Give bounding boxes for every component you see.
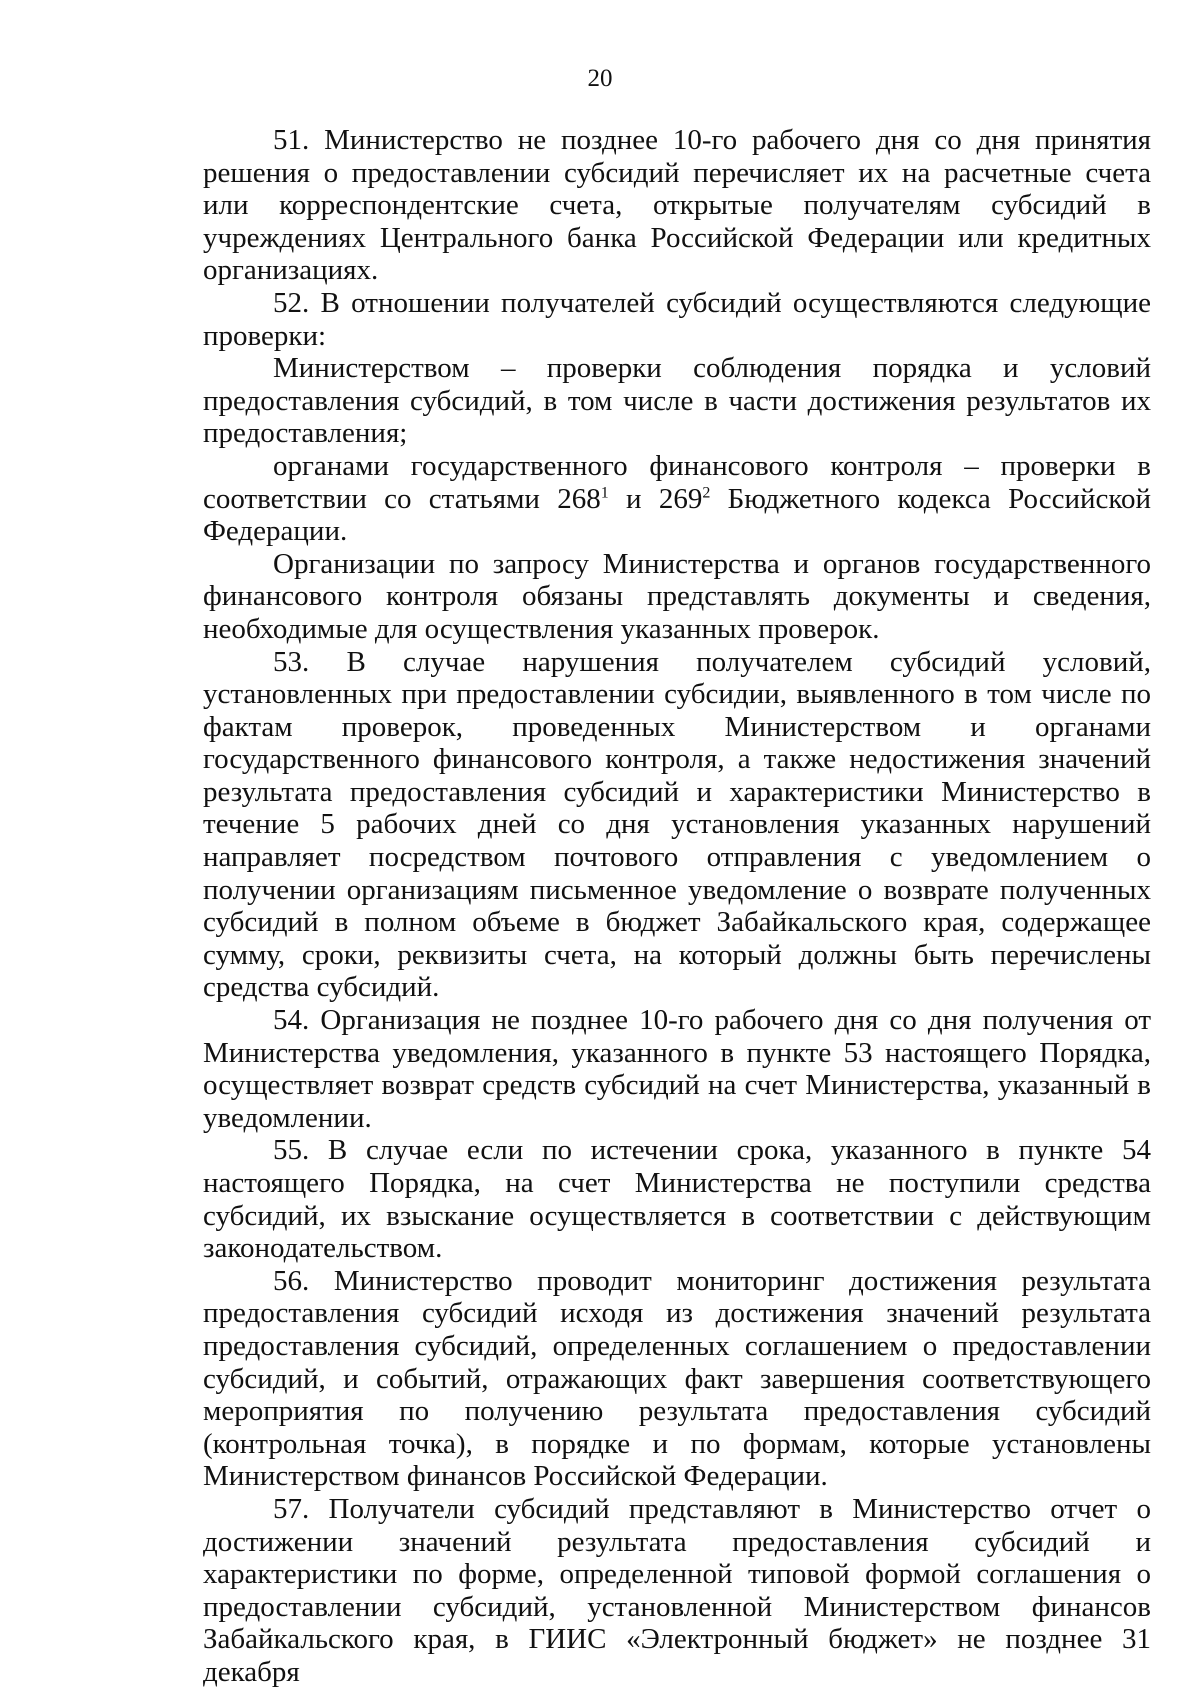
paragraph-56: 56. Министерство проводит мониторинг достижения результата предоставления субсидий исходя из достижения значений результата предоставления субсидий, определенных соглашением о предоставлении субсидий, и событий, отражающих факт завершения соответствующего мероприятия по получению результата предоставления субсидий (контрольная точка), в порядке и по формам, которые установлены Министерством финансов Российской Федерации. (203, 1264, 1151, 1493)
text-fragment: и 269 (608, 482, 703, 515)
paragraph-52-organizations-duty: Организации по запросу Министерства и органов государственного финансового контроля обязаны представлять документы и сведения, необходимые для осуществления указанных проверок. (203, 547, 1151, 645)
paragraph-52-financial-control-checks (203, 450, 1151, 548)
paragraph-52: 52. В отношении получателей субсидий осуществляются следующие проверки: (203, 286, 1151, 352)
text-fragment: органами государственного финансового контроля – проверки в соответствии со статьями 268 (203, 449, 1151, 515)
paragraph-51: 51. Министерство не позднее 10-го рабочего дня со дня принятия решения о предоставлении субсидий перечисляет их на расчетные счета или корреспондентские счета, открытые получателям субсидий в учреждениях Центрального банка Российской Федерации или кредитных организациях. (203, 124, 1151, 287)
superscript: 2 (702, 483, 711, 501)
paragraph-55: 55. В случае если по истечении срока, указанного в пункте 54 настоящего Порядка, на счет Министерства не поступили средства субсидий, их взыскание осуществляется в соответствии с действующим законодательством. (203, 1134, 1151, 1265)
paragraph-57: 57. Получатели субсидий представляют в Министерство отчет о достижении значений результата предоставления субсидий и характеристики по форме, определенной типовой формой соглашения о предоставлении субсидий, установленной Министерством финансов Забайкальского края, в ГИИС «Электронный бюджет» не позднее 31 декабря (203, 1492, 1151, 1688)
paragraph-53: 53. В случае нарушения получателем субсидий условий, установленных при предоставлении субсидии, выявленного в том числе по фактам проверок, проведенных Министерством и органами государственного финансового контроля, а также недостижения значений результата предоставления субсидий и характеристики Министерство в течение 5 рабочих дней со дня установления указанных нарушений направляет посредством почтового отправления с уведомлением о получении организациям письменное уведомление о возврате полученных субсидий в полном объеме в бюджет Забайкальского края, содержащее сумму, сроки, реквизиты счета, на который должны быть перечислены средства субсидий. (203, 645, 1151, 1004)
page-number: 20 (587, 65, 613, 92)
text-fragment: Бюджетного кодекса Российской Федерации. (203, 482, 1151, 548)
paragraph-54: 54. Организация не позднее 10-го рабочего дня со дня получения от Министерства уведомления, указанного в пункте 53 настоящего Порядка, осуществляет возврат средств субсидий на счет Министерства, указанный в уведомлении. (203, 1004, 1151, 1134)
paragraph-52-ministry-checks: Министерством – проверки соблюдения порядка и условий предоставления субсидий, в том числе в части достижения результатов их предоставления; (203, 352, 1151, 450)
document-body (203, 124, 1151, 1689)
superscript: 1 (600, 483, 609, 501)
